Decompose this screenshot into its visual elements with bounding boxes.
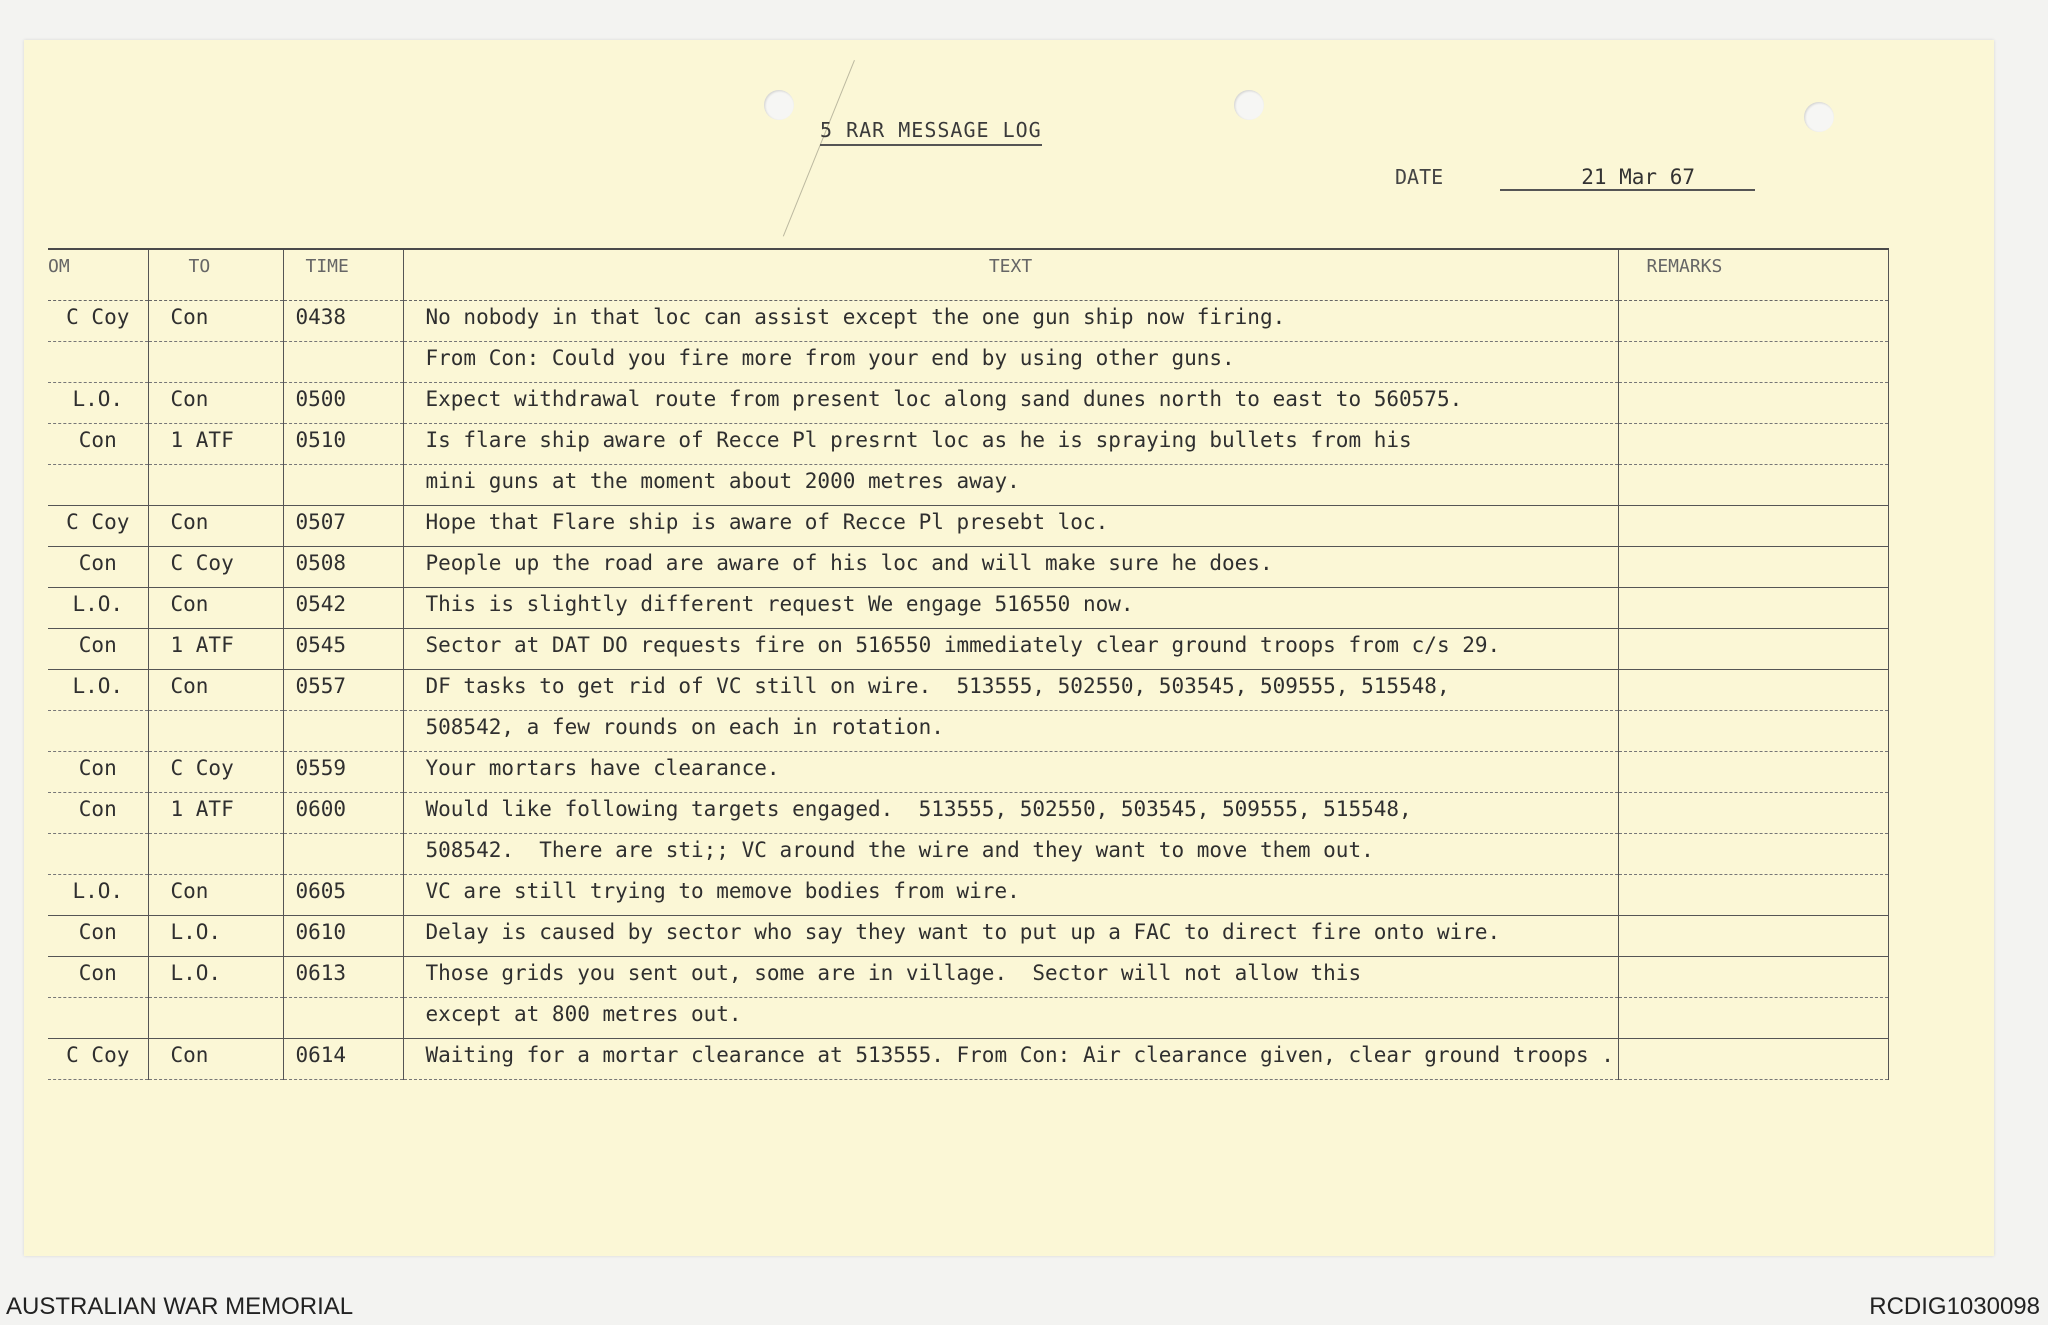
cell-text: except at 800 metres out. bbox=[403, 998, 1618, 1039]
cell-from: Con bbox=[48, 793, 148, 834]
table-header-row bbox=[48, 249, 1888, 301]
cell-time: 0542 bbox=[283, 588, 403, 629]
cell-from bbox=[48, 342, 148, 383]
cell-time: 0500 bbox=[283, 383, 403, 424]
cell-from: Con bbox=[48, 629, 148, 670]
table-row bbox=[48, 547, 1888, 588]
column-header-to: TO bbox=[148, 249, 283, 301]
table-row bbox=[48, 793, 1888, 834]
cell-from: Con bbox=[48, 424, 148, 465]
cell-from: L.O. bbox=[48, 670, 148, 711]
cell-to: Con bbox=[148, 875, 283, 916]
cell-remarks bbox=[1618, 711, 1888, 752]
table-row bbox=[48, 342, 1888, 383]
table-row bbox=[48, 875, 1888, 916]
cell-text: Would like following targets engaged. 513555, 502550, 503545, 509555, 515548, bbox=[403, 793, 1618, 834]
cell-time: 0510 bbox=[283, 424, 403, 465]
cell-text: Sector at DAT DO requests fire on 516550 immediately clear ground troops from c/s 29. bbox=[403, 629, 1618, 670]
cell-from: L.O. bbox=[48, 588, 148, 629]
cell-text: 508542. There are sti;; VC around the wire and they want to move them out. bbox=[403, 834, 1618, 875]
cell-remarks bbox=[1618, 752, 1888, 793]
footer-institution: AUSTRALIAN WAR MEMORIAL bbox=[6, 1293, 354, 1320]
cell-time: 0614 bbox=[283, 1039, 403, 1080]
table-row bbox=[48, 670, 1888, 711]
cell-time: 0507 bbox=[283, 506, 403, 547]
cell-remarks bbox=[1618, 834, 1888, 875]
cell-to: L.O. bbox=[148, 957, 283, 998]
cell-to bbox=[148, 711, 283, 752]
table-row bbox=[48, 301, 1888, 342]
cell-from: C Coy bbox=[48, 1039, 148, 1080]
cell-to: Con bbox=[148, 383, 283, 424]
cell-from: Con bbox=[48, 957, 148, 998]
log-title: 5 RAR MESSAGE LOG bbox=[820, 118, 1042, 146]
column-header-from: OM bbox=[48, 249, 148, 301]
cell-time: 0508 bbox=[283, 547, 403, 588]
cell-text: Is flare ship aware of Recce Pl presrnt loc as he is spraying bullets from his bbox=[403, 424, 1618, 465]
cell-time: 0613 bbox=[283, 957, 403, 998]
cell-text: No nobody in that loc can assist except the one gun ship now firing. bbox=[403, 301, 1618, 342]
cell-from bbox=[48, 711, 148, 752]
cell-remarks bbox=[1618, 465, 1888, 506]
table-row bbox=[48, 588, 1888, 629]
table-row bbox=[48, 1039, 1888, 1080]
cell-remarks bbox=[1618, 629, 1888, 670]
cell-remarks bbox=[1618, 957, 1888, 998]
cell-remarks bbox=[1618, 670, 1888, 711]
cell-from: C Coy bbox=[48, 301, 148, 342]
cell-to: C Coy bbox=[148, 752, 283, 793]
cell-time bbox=[283, 998, 403, 1039]
cell-to: 1 ATF bbox=[148, 793, 283, 834]
cell-to bbox=[148, 998, 283, 1039]
date-label: DATE bbox=[1395, 165, 1444, 189]
paper-crease bbox=[783, 60, 855, 237]
cell-time bbox=[283, 465, 403, 506]
table-row bbox=[48, 383, 1888, 424]
date-value: 21 Mar 67 bbox=[1500, 165, 1755, 191]
cell-text: This is slightly different request We engage 516550 now. bbox=[403, 588, 1618, 629]
cell-text: mini guns at the moment about 2000 metres away. bbox=[403, 465, 1618, 506]
cell-to: Con bbox=[148, 301, 283, 342]
cell-text: 508542, a few rounds on each in rotation. bbox=[403, 711, 1618, 752]
cell-remarks bbox=[1618, 301, 1888, 342]
cell-time: 0559 bbox=[283, 752, 403, 793]
cell-to bbox=[148, 465, 283, 506]
cell-to: Con bbox=[148, 1039, 283, 1080]
cell-text: Delay is caused by sector who say they want to put up a FAC to direct fire onto wire. bbox=[403, 916, 1618, 957]
cell-from: C Coy bbox=[48, 506, 148, 547]
cell-time bbox=[283, 711, 403, 752]
table-body bbox=[48, 301, 1888, 1080]
column-header-time: TIME bbox=[283, 249, 403, 301]
cell-remarks bbox=[1618, 383, 1888, 424]
cell-text: Expect withdrawal route from present loc along sand dunes north to east to 560575. bbox=[403, 383, 1618, 424]
cell-from bbox=[48, 998, 148, 1039]
cell-time: 0557 bbox=[283, 670, 403, 711]
table-row bbox=[48, 424, 1888, 465]
punch-hole-left bbox=[764, 90, 794, 120]
cell-to: Con bbox=[148, 506, 283, 547]
cell-from: Con bbox=[48, 916, 148, 957]
cell-from: Con bbox=[48, 752, 148, 793]
cell-remarks bbox=[1618, 547, 1888, 588]
table-row bbox=[48, 629, 1888, 670]
cell-to bbox=[148, 834, 283, 875]
cell-text: Those grids you sent out, some are in village. Sector will not allow this bbox=[403, 957, 1618, 998]
cell-time: 0438 bbox=[283, 301, 403, 342]
cell-text: Your mortars have clearance. bbox=[403, 752, 1618, 793]
cell-text: DF tasks to get rid of VC still on wire. 513555, 502550, 503545, 509555, 515548, bbox=[403, 670, 1618, 711]
punch-hole-center bbox=[1234, 90, 1264, 120]
cell-from: L.O. bbox=[48, 875, 148, 916]
table-row bbox=[48, 957, 1888, 998]
cell-from bbox=[48, 465, 148, 506]
cell-remarks bbox=[1618, 424, 1888, 465]
cell-text: VC are still trying to memove bodies from wire. bbox=[403, 875, 1618, 916]
cell-remarks bbox=[1618, 998, 1888, 1039]
cell-remarks bbox=[1618, 342, 1888, 383]
cell-time bbox=[283, 834, 403, 875]
punch-hole-right bbox=[1804, 102, 1834, 132]
cell-text: Waiting for a mortar clearance at 513555. From Con: Air clearance given, clear ground troops . bbox=[403, 1039, 1618, 1080]
column-header-text: TEXT bbox=[403, 249, 1618, 301]
cell-to bbox=[148, 342, 283, 383]
cell-remarks bbox=[1618, 588, 1888, 629]
cell-to: L.O. bbox=[148, 916, 283, 957]
cell-time bbox=[283, 342, 403, 383]
table-row bbox=[48, 834, 1888, 875]
table-row bbox=[48, 711, 1888, 752]
cell-from: L.O. bbox=[48, 383, 148, 424]
message-log-table bbox=[48, 248, 1889, 1080]
cell-time: 0610 bbox=[283, 916, 403, 957]
cell-to: C Coy bbox=[148, 547, 283, 588]
table-row bbox=[48, 506, 1888, 547]
cell-time: 0545 bbox=[283, 629, 403, 670]
cell-to: 1 ATF bbox=[148, 424, 283, 465]
cell-to: 1 ATF bbox=[148, 629, 283, 670]
column-header-remarks: REMARKS bbox=[1618, 249, 1888, 301]
cell-text: From Con: Could you fire more from your end by using other guns. bbox=[403, 342, 1618, 383]
cell-time: 0600 bbox=[283, 793, 403, 834]
cell-from bbox=[48, 834, 148, 875]
cell-from: Con bbox=[48, 547, 148, 588]
cell-time: 0605 bbox=[283, 875, 403, 916]
cell-to: Con bbox=[148, 588, 283, 629]
table-row bbox=[48, 752, 1888, 793]
cell-remarks bbox=[1618, 875, 1888, 916]
cell-remarks bbox=[1618, 916, 1888, 957]
table-row bbox=[48, 465, 1888, 506]
cell-text: People up the road are aware of his loc and will make sure he does. bbox=[403, 547, 1618, 588]
cell-text: Hope that Flare ship is aware of Recce Pl presebt loc. bbox=[403, 506, 1618, 547]
cell-remarks bbox=[1618, 506, 1888, 547]
cell-remarks bbox=[1618, 793, 1888, 834]
footer-record-id: RCDIG1030098 bbox=[1869, 1293, 2040, 1320]
cell-to: Con bbox=[148, 670, 283, 711]
cell-remarks bbox=[1618, 1039, 1888, 1080]
table-row bbox=[48, 916, 1888, 957]
table-row bbox=[48, 998, 1888, 1039]
